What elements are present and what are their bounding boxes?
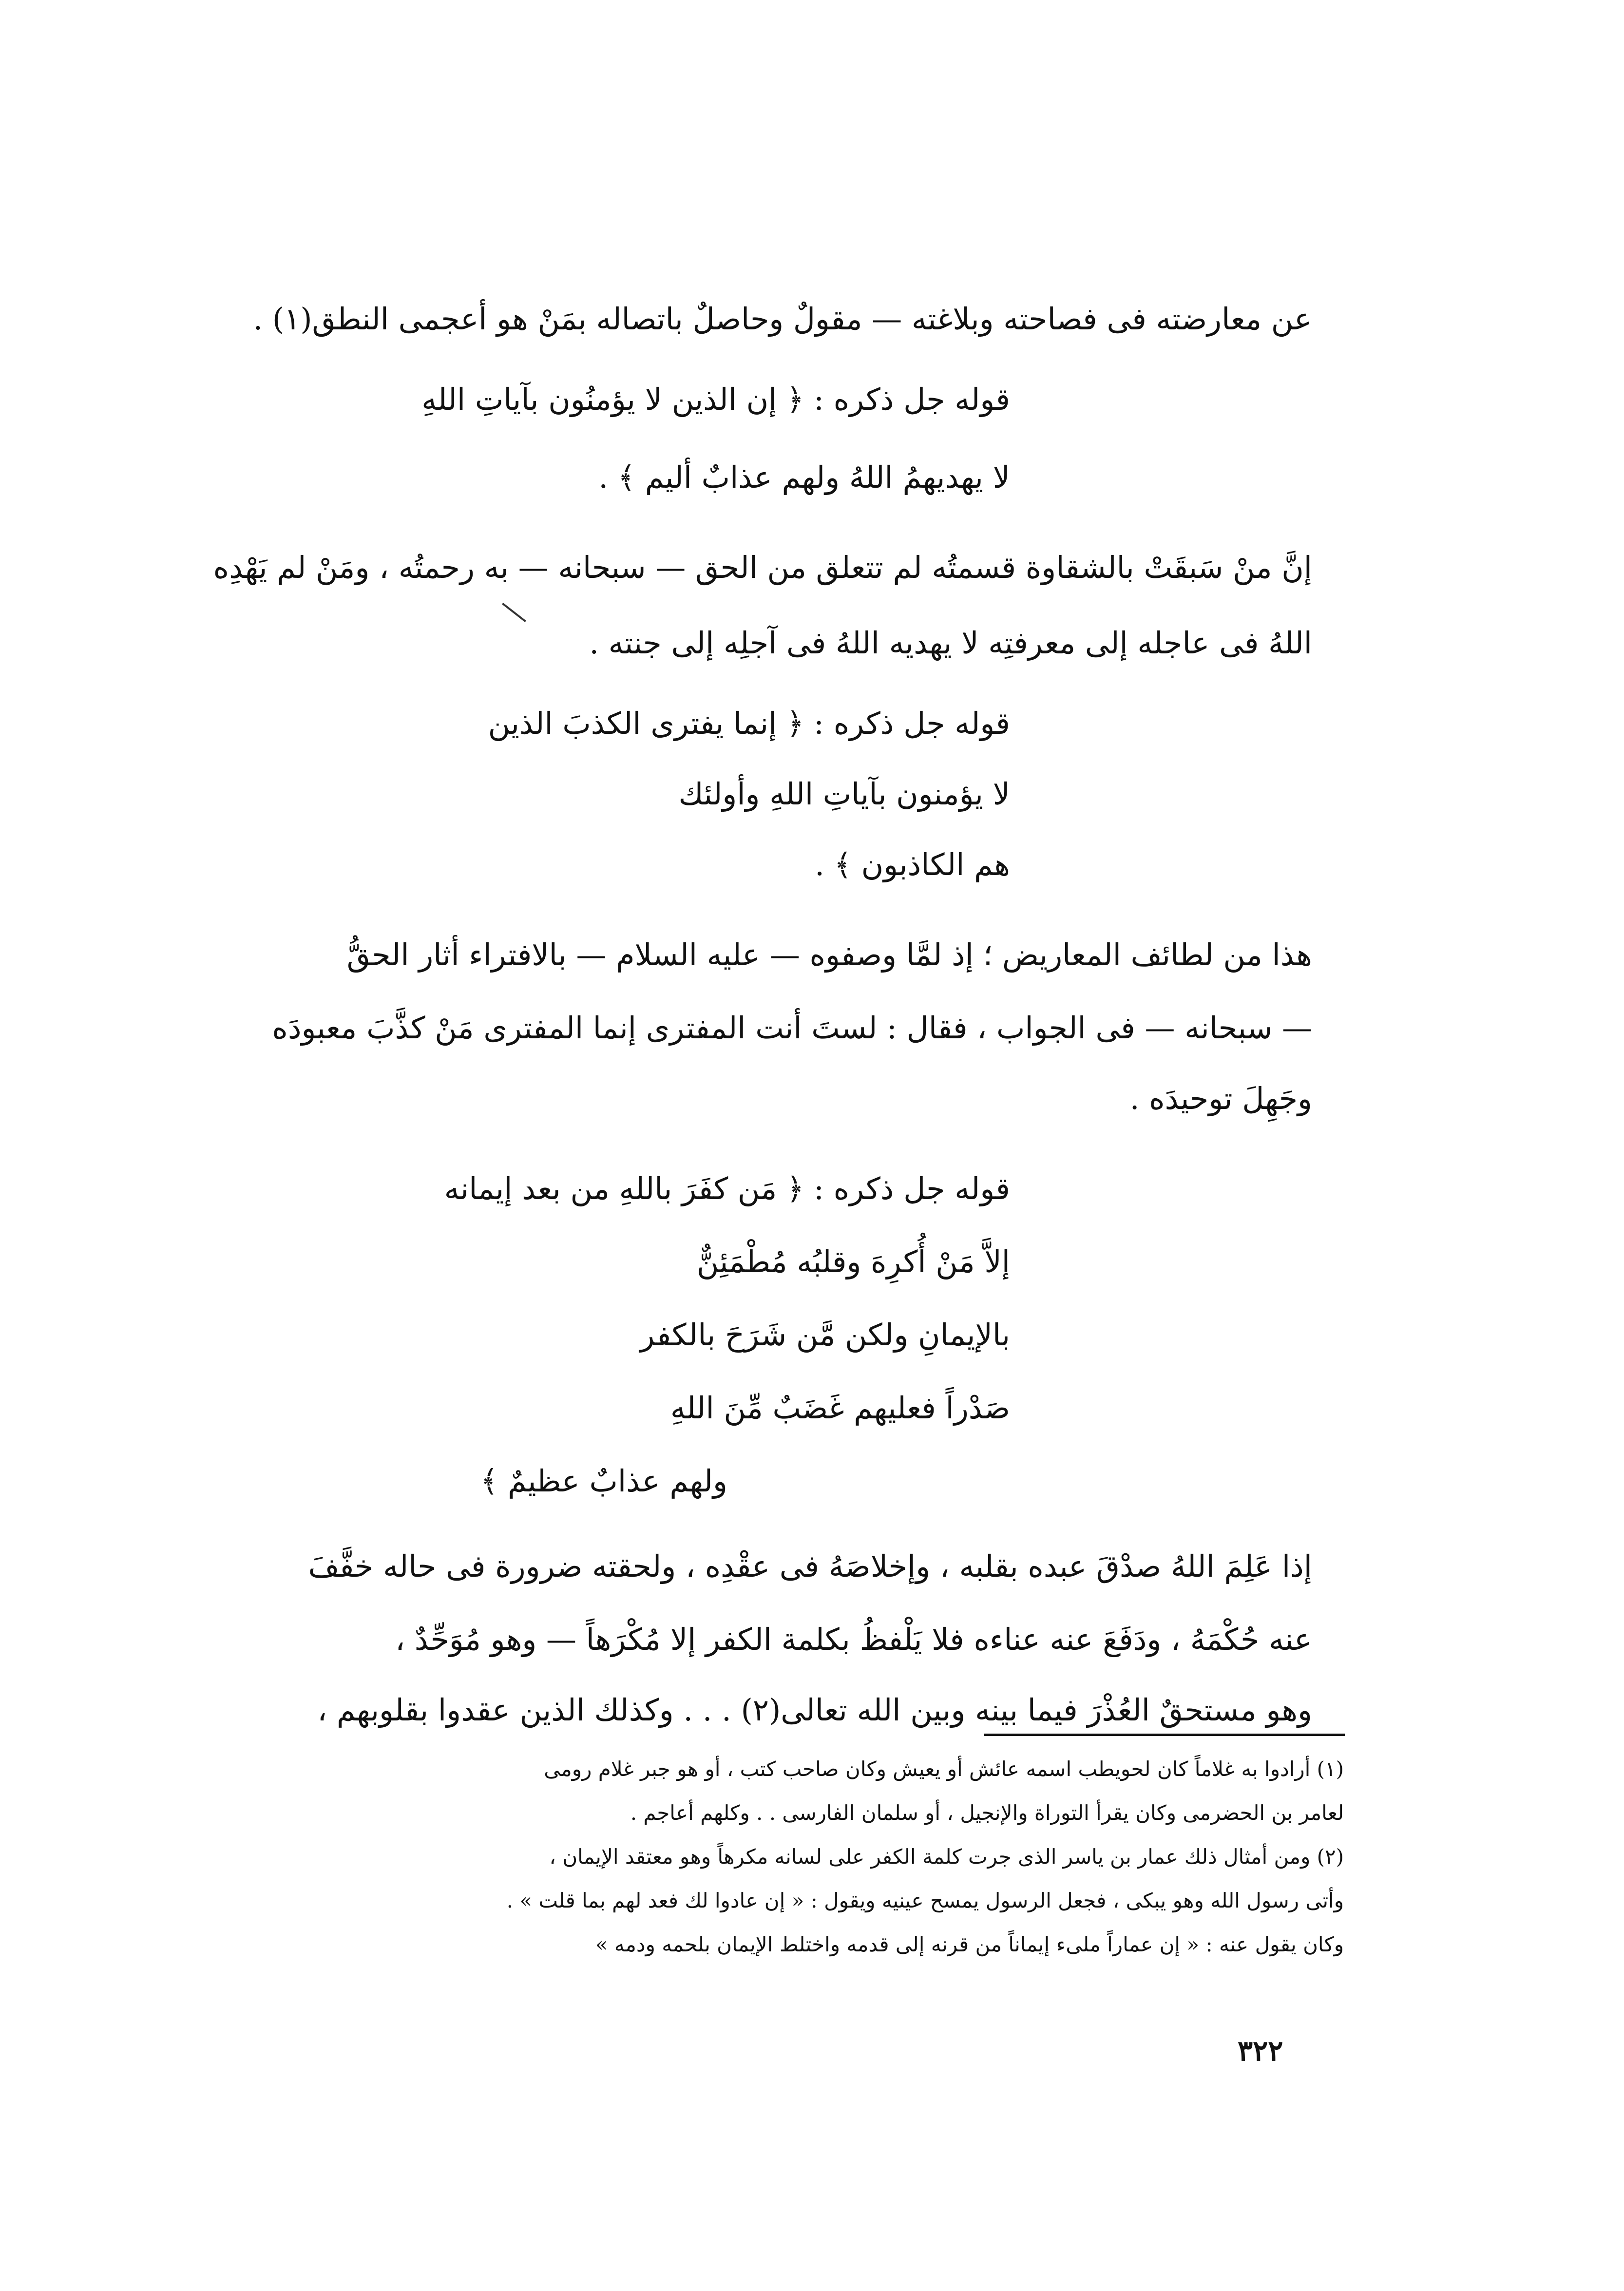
text-line: هذا من لطائف المعاريض ؛ إذ لمَّا وصفوه — عليه السلام — بالافتراء أثار الحقُّ — [346, 937, 1312, 973]
text-line: وهو مستحقٌ العُذْرَ فيما بينه وبين الله تعالى(٢) . . . وكذلك الذين عقدوا بقلوبهم ، — [317, 1692, 1312, 1728]
footnote-line: وكان يقول عنه : « إن عماراً ملىء إيماناً من قرنه إلى قدمه واختلط الإيمان بلحمه ودمه » — [595, 1932, 1344, 1956]
verse-line: قوله جل ذكره : ﴿ مَن كفَرَ باللهِ من بعد إيمانه — [444, 1171, 1010, 1206]
text-line: إنَّ منْ سَبقَتْ بالشقاوة قسمتُه لم تتعلق من الحق — سبحانه — به رحمتُه ، ومَنْ لم يَهْدِه — [213, 550, 1312, 585]
text-line: — سبحانه — فى الجواب ، فقال : لستَ أنت المفترى إنما المفترى مَنْ كذَّبَ معبودَه — [272, 1010, 1312, 1046]
text-line: عن معارضته فى فصاحته وبلاغته — مقولٌ وحاصلٌ باتصاله بمَنْ هو أعجمى النطق(١) . — [253, 301, 1312, 337]
verse-line: هم الكاذبون ﴾ . — [815, 847, 1010, 882]
footnote-divider — [984, 1734, 1345, 1736]
footnote-line: لعامر بن الحضرمى وكان يقرأ التوراة والإنجيل ، أو سلمان الفارسى . . وكلهم أعاجم . — [630, 1801, 1344, 1825]
verse-line: لا يهديهمُ اللهُ ولهم عذابٌ أليم ﴾ . — [598, 459, 1010, 495]
footnote-line: (١) أرادوا به غلاماً كان لحويطب اسمه عائش أو يعيش وكان صاحب كتب ، أو هو جبر غلام رومى — [544, 1757, 1344, 1781]
text-line: إذا عَلِمَ اللهُ صدْقَ عبده بقلبه ، وإخلاصَهُ فى عقْدِه ، ولحقته ضرورة فى حاله خفَّفَ — [308, 1548, 1312, 1584]
verse-line: صَدْراً فعليهم غَضَبٌ مِّنَ اللهِ — [670, 1390, 1010, 1426]
verse-line: بالإيمانِ ولكن مَّن شَرَحَ بالكفر — [640, 1317, 1010, 1353]
footnote-line: وأتى رسول الله وهو يبكى ، فجعل الرسول يمسح عينيه ويقول : « إن عادوا لك فعد لهم بما قلت » . — [506, 1889, 1344, 1912]
stray-mark — [502, 603, 526, 622]
verse-line: لا يؤمنون بآياتِ اللهِ وأولئك — [678, 776, 1010, 812]
page-number: ٣٢٢ — [1238, 2034, 1283, 2067]
verse-line: قوله جل ذكره : ﴿ إنما يفترى الكذبَ الذين — [488, 706, 1010, 741]
text-line: عنه حُكْمَهُ ، ودَفَعَ عنه عناءه فلا يَلْفظُ بكلمة الكفر إلا مُكْرَهاً — وهو مُوَحِّدٌ ، — [395, 1622, 1312, 1657]
text-line: اللهُ فى عاجله إلى معرفتِه لا يهديه اللهُ فى آجلِه إلى جنته . — [589, 625, 1312, 661]
verse-line: قوله جل ذكره : ﴿ إن الذين لا يؤمنُون بآياتِ اللهِ — [421, 382, 1010, 417]
verse-line: ولهم عذابٌ عظيمٌ ﴾ — [480, 1463, 727, 1499]
text-line: وجَهِلَ توحيدَه . — [1129, 1081, 1312, 1116]
verse-line: إلاَّ مَنْ أُكرِهَ وقلبُه مُطْمَئِنٌّ — [696, 1244, 1010, 1279]
footnote-line: (٢) ومن أمثال ذلك عمار بن ياسر الذى جرت كلمة الكفر على لسانه مكرهاً وهو معتقد الإيمان ، — [549, 1845, 1344, 1869]
